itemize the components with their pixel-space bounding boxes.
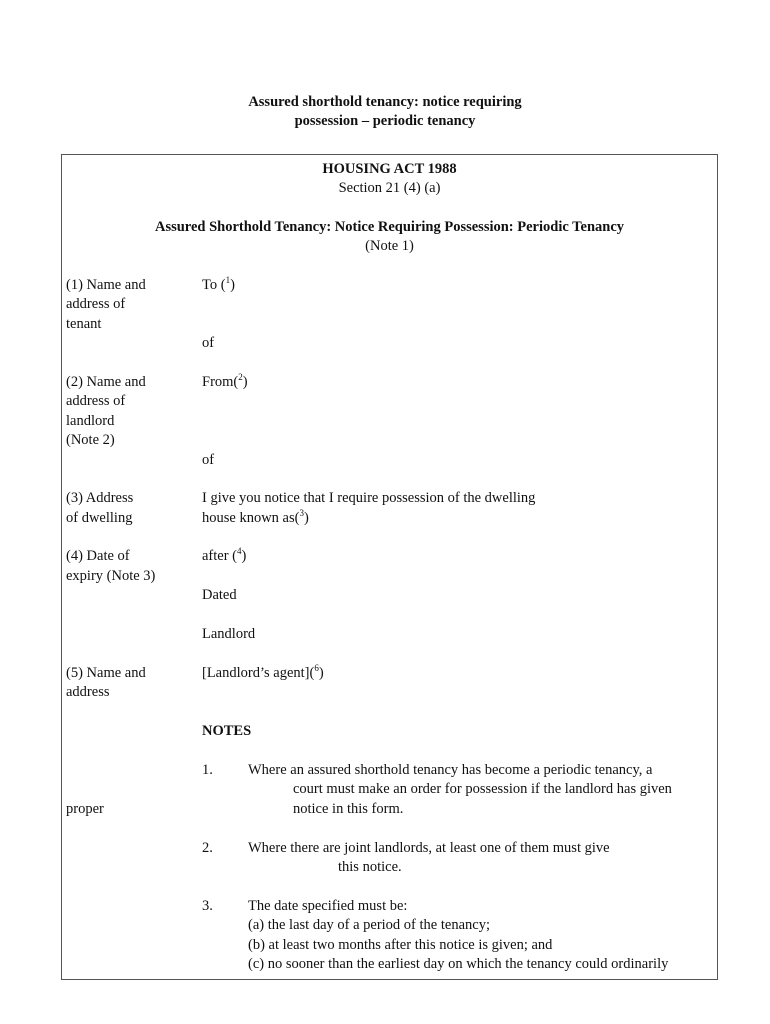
field-to: To ($^1$) (202, 275, 235, 293)
field-from: From($^2$) (202, 372, 248, 390)
label-landlord-3: landlord (66, 413, 115, 429)
label-proper: proper (66, 801, 104, 817)
section-ref: Section 21 (4) (a) (338, 180, 441, 196)
label-tenant-1: (1) Name and (66, 277, 146, 293)
form-heading: Assured Shorthold Tenancy: Notice Requiring Possession: Periodic Tenancy (154, 219, 625, 235)
field-after: after ($^4$) (202, 546, 247, 564)
note-ref: (Note 1) (365, 238, 414, 254)
note-2-line-1: Where there are joint landlords, at least one of them must give (248, 840, 610, 856)
label-agent-1: (5) Name and (66, 665, 146, 681)
note-1-line-1: Where an assured shorthold tenancy has become a periodic tenancy, a (248, 762, 653, 778)
label-tenant-2: address of (66, 296, 126, 312)
field-of-tenant: of (202, 335, 215, 351)
notice-text-line-1: I give you notice that I require possession of the dwelling (202, 490, 536, 506)
act-title: HOUSING ACT 1988 (322, 161, 457, 177)
document-title-line-2: possession – periodic tenancy (294, 113, 476, 129)
note-3-line-3: (b) at least two months after this notice is given; and (248, 937, 553, 953)
note-3-line-4: (c) no sooner than the earliest day on which the tenancy could ordinarily (248, 956, 669, 972)
field-landlord-agent: [Landlord’s agent]($^6$) (202, 663, 324, 681)
label-expiry-1: (4) Date of (66, 548, 130, 564)
field-dated: Dated (202, 587, 237, 603)
note-2-line-2: this notice. (338, 859, 402, 875)
label-dwelling-1: (3) Address (66, 490, 134, 506)
field-of-landlord: of (202, 452, 215, 468)
note-1-number: 1. (202, 762, 213, 778)
label-agent-2: address (66, 684, 110, 700)
label-expiry-2: expiry (Note 3) (66, 568, 156, 584)
note-3-line-2: (a) the last day of a period of the tenancy; (248, 917, 490, 933)
document-title-line-1: Assured shorthold tenancy: notice requiring (248, 94, 522, 110)
label-landlord-2: address of (66, 393, 126, 409)
note-1-line-3: notice in this form. (293, 801, 404, 817)
note-1-line-2: court must make an order for possession if the landlord has given (293, 781, 672, 797)
note-2-number: 2. (202, 840, 213, 856)
note-3-number: 3. (202, 898, 213, 914)
label-landlord-4: (Note 2) (66, 432, 115, 448)
note-3-line-1: The date specified must be: (248, 898, 408, 914)
notes-heading: NOTES (202, 723, 252, 739)
label-landlord-1: (2) Name and (66, 374, 146, 390)
label-tenant-3: tenant (66, 316, 102, 332)
label-dwelling-2: of dwelling (66, 510, 133, 526)
notice-text-line-2: house known as($^3$) (202, 508, 309, 526)
field-landlord-signature: Landlord (202, 626, 256, 642)
